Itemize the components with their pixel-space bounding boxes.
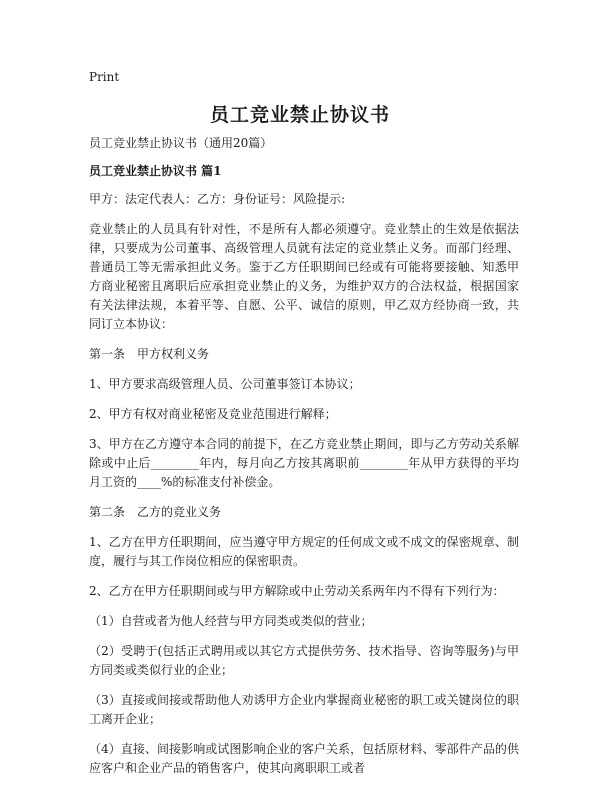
parties-line: 甲方：法定代表人：乙方：身份证号：风险提示: <box>89 192 346 206</box>
print-link[interactable]: Print <box>89 70 120 84</box>
list-item: （4）直接、间接影响或试图影响企业的客户关系，包括原材料、零部件产品的供应客户和企业产品的销售客户，使其向离职职工或者 <box>89 742 519 775</box>
list-item: （2）受聘于(包括正式聘用或以其它方式提供劳务、技术指导、咨询等服务)与甲方同类或类似行业的企业； <box>89 644 519 677</box>
paragraph: 1、乙方在甲方任职期间，应当遵守甲方规定的任何成文或不成文的保密规章、制度，履行与其工作岗位相应的保密职责。 <box>89 535 519 568</box>
document-subtitle: 员工竞业禁止协议书（通用20篇） <box>89 136 273 150</box>
paragraph-preamble: 竞业禁止的人员具有针对性，不是所有人都必须遵守。竞业禁止的生效是依据法律，只要成为公司董事、高级管理人员就有法定的竞业禁止义务。而部门经理、普通员工等无需承担此义务。鉴于乙方任职期间已经或有可能将要接触、知悉甲方商业秘密且离职后应承担竞业禁止的义务，为维护双方的合法权益，根据国家有关法律法规，本着平等、自愿、公平、诚信的原则，甲乙双方经协商一致，共同订立本协议： <box>89 222 519 331</box>
article-1-heading: 第一条 甲方权利义务 <box>89 347 210 361</box>
paragraph: 3、甲方在乙方遵守本合同的前提下，在乙方竞业禁止期间，即与乙方劳动关系解除或中止后________年内，每月向乙方按其离职前________年从甲方获得的平均月工资的____%的标准支付补偿金。 <box>89 437 519 489</box>
paragraph: 1、甲方要求高级管理人员、公司董事签订本协议； <box>89 377 361 391</box>
paragraph: 2、乙方在甲方任职期间或与甲方解除或中止劳动关系两年内不得有下列行为： <box>89 584 505 598</box>
document-body <box>89 134 519 789</box>
section-heading: 员工竞业禁止协议书 篇1 <box>89 164 222 178</box>
document-title: 员工竞业禁止协议书 <box>209 104 390 126</box>
list-item: （3）直接或间接或帮助他人劝诱甲方企业内掌握商业秘密的职工或关键岗位的职工离开企业； <box>89 693 519 726</box>
paragraph: 2、甲方有权对商业秘密及竞业范围进行解释； <box>89 407 337 421</box>
article-2-heading: 第二条 乙方的竞业义务 <box>89 505 222 519</box>
list-item: （1）自营或者为他人经营与甲方同类或类似的营业； <box>89 614 373 628</box>
